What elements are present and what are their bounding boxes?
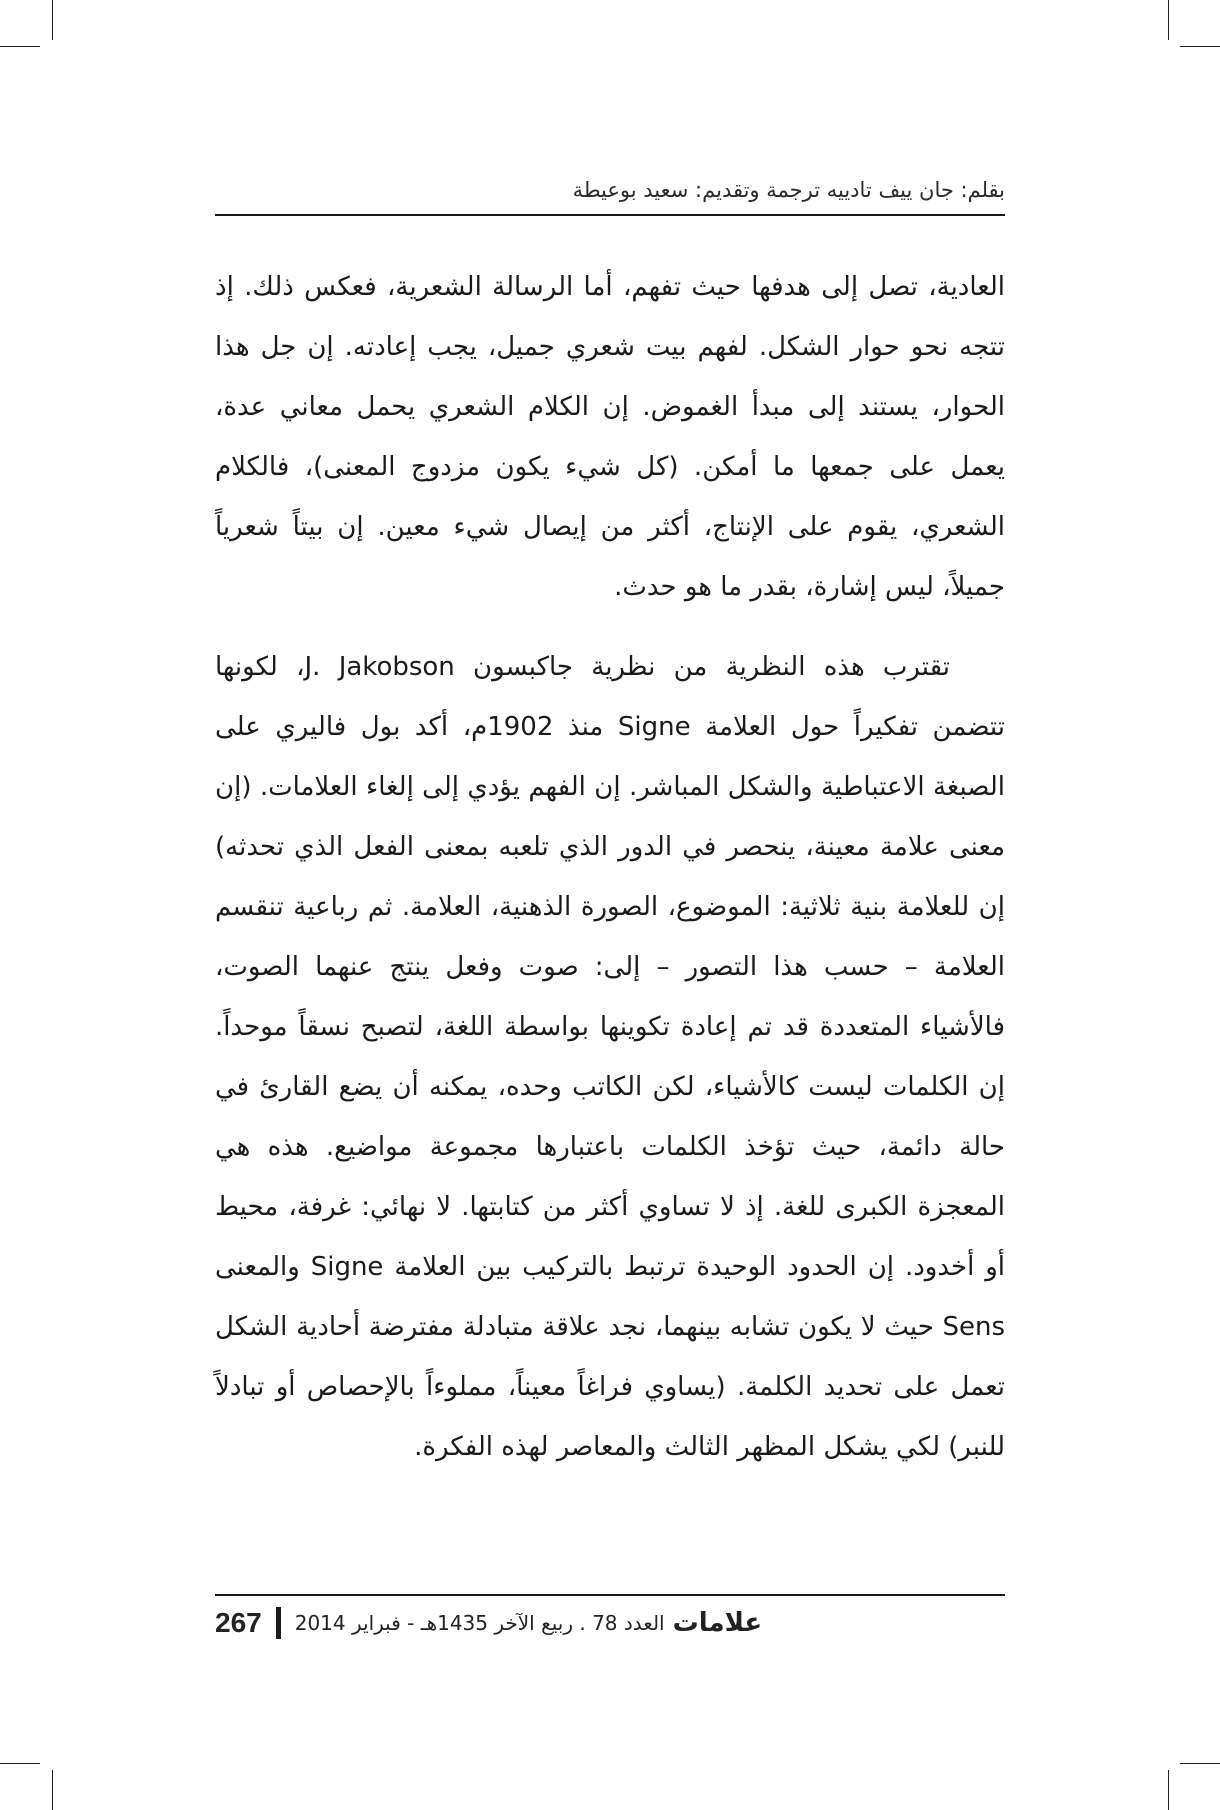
article-body — [215, 257, 1005, 1477]
paragraph: العادية، تصل إلى هدفها حيث تفهم، أما الرسالة الشعرية، فعكس ذلك. إذ تتجه نحو حوار الشكل. لفهم بيت شعري جميل، يجب إعادته. إن جل هذا الحوار، يستند إلى مبدأ الغموض. إن الكلام الشعري يحمل معاني عدة، يعمل على جمعها ما أمكن. (كل شيء يكون مزدوج المعنى)، فالكلام الشعري، يقوم على الإنتاج، أكثر من إيصال شيء معين. إن بيتاً شعرياً جميلاً، ليس إشارة، بقدر ما هو حدث. — [215, 272, 1005, 602]
crop-mark — [0, 1763, 40, 1764]
crop-mark — [1168, 0, 1169, 40]
header-divider — [215, 214, 1005, 216]
crop-mark — [52, 1770, 53, 1810]
crop-mark — [0, 46, 40, 47]
journal-logo: علامات — [672, 1608, 763, 1638]
paragraph: تقترب هذه النظرية من نظرية جاكبسون J. Jakobson، لكونها تتضمن تفكيراً حول العلامة Signe منذ 1902م، أكد بول فاليري على الصبغة الاعتباطية والشكل المباشر. إن الفهم يؤدي إلى إلغاء العلامات. (إن معنى علامة معينة، ينحصر في الدور الذي تلعبه بمعنى الفعل الذي تحدثه) إن للعلامة بنية ثلاثية: الموضوع، الصورة الذهنية، العلامة. ثم رباعية تنقسم العلامة – حسب هذا التصور – إلى: صوت وفعل ينتج عنهما الصوت، فالأشياء المتعددة قد تم إعادة تكوينها بواسطة اللغة، لتصبح نسقاً موحداً. إن الكلمات ليست كالأشياء، لكن الكاتب وحده، يمكنه أن يضع القارئ في حالة دائمة، حيث تؤخذ الكلمات باعتبارها مجموعة مواضيع. هذه هي المعجزة الكبرى للغة. إذ لا تساوي أكثر من كتابتها. لا نهائي: غرفة، محيط أو أخدود. إن الحدود الوحيدة ترتبط بالتركيب بين العلامة Signe والمعنى Sens حيث لا يكون تشابه بينهما، نجد علاقة متبادلة مفترضة أحادية الشكل تعمل على تحديد الكلمة. (يساوي فراغاً معيناً، مملوءاً بالإحصاص أو تبادلاً للنبر) لكي يشكل المظهر الثالث والمعاصر لهذه الفكرة. — [215, 652, 1005, 1462]
footer-separator — [276, 1607, 281, 1639]
crop-mark — [1180, 1763, 1220, 1764]
crop-mark — [1180, 46, 1220, 47]
page-footer — [215, 1603, 1005, 1643]
footer-divider — [215, 1594, 1005, 1596]
issue-info: العدد 78 . ربيع الآخر 1435هـ - فبراير 2014 — [294, 1611, 665, 1635]
running-header: بقلم: جان ييف تادييه ترجمة وتقديم: سعيد بوعيطة — [572, 178, 1005, 202]
crop-mark — [52, 0, 53, 40]
page-number: 267 — [215, 1607, 262, 1638]
crop-mark — [1168, 1770, 1169, 1810]
